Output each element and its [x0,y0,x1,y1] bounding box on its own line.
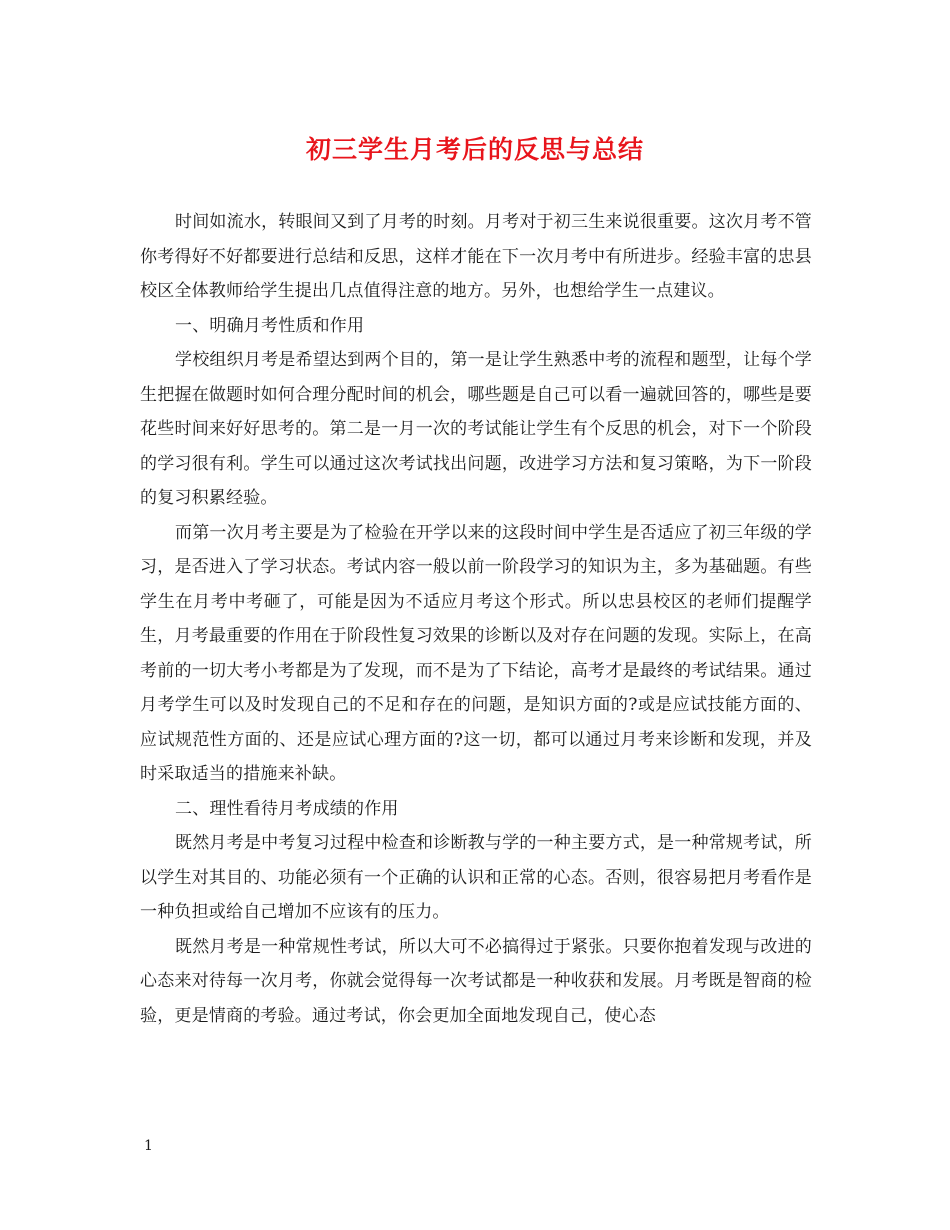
document-body [140,205,812,1033]
paragraph: 既然月考是中考复习过程中检查和诊断教与学的一种主要方式，是一种常规考试，所以学生对其目的、功能必须有一个正确的认识和正常的心态。否则，很容易把月考看作是一种负担或给自己增加不应该有的压力。 [140,833,812,922]
paragraph: 既然月考是一种常规性考试，所以大可不必搞得过于紧张。只要你抱着发现与改进的心态来对待每一次月考，你就会觉得每一次考试都是一种收获和发展。月考既是智商的检验，更是情商的考验。通过考试，你会更加全面地发现自己，使心态 [140,936,812,1026]
paragraph-intro: 时间如流水，转眼间又到了月考的时刻。月考对于初三生来说很重要。这次月考不管你考得好不好都要进行总结和反思，这样才能在下一次月考中有所进步。经验丰富的忠县校区全体教师给学生提出几点值得注意的地方。另外，也想给学生一点建议。 [140,212,812,301]
paragraph: 而第一次月考主要是为了检验在开学以来的这段时间中学生是否适应了初三年级的学习，是否进入了学习状态。考试内容一般以前一阶段学习的知识为主，多为基础题。有些学生在月考中考砸了，可能是因为不适应月考这个形式。所以忠县校区的老师们提醒学生，月考最重要的作用在于阶段性复习效果的诊断以及对存在问题的发现。实际上，在高考前的一切大考小考都是为了发现，而不是为了下结论，高考才是最终的考试结果。通过月考学生可以及时发现自己的不足和存在的问题，是知识方面的?或是应试技能方面的、应试规范性方面的、还是应试心理方面的?这一切，都可以通过月考来诊断和发现，并及时采取适当的措施来补缺。 [140,522,812,784]
paragraph: 学校组织月考是希望达到两个目的，第一是让学生熟悉中考的流程和题型，让每个学生把握在做题时如何合理分配时间的机会，哪些题是自己可以看一遍就回答的，哪些是要花些时间来好好思考的。第二是一月一次的考试能让学生有个反思的机会，对下一个阶段的学习很有利。学生可以通过这次考试找出问题，改进学习方法和复习策略，为下一阶段的复习积累经验。 [140,350,812,508]
section-heading-2: 二、理性看待月考成绩的作用 [175,798,399,819]
document-title: 初三学生月考后的反思与总结 [305,135,644,164]
section-heading-1: 一、明确月考性质和作用 [175,315,365,336]
page-number: 1 [144,1138,153,1154]
